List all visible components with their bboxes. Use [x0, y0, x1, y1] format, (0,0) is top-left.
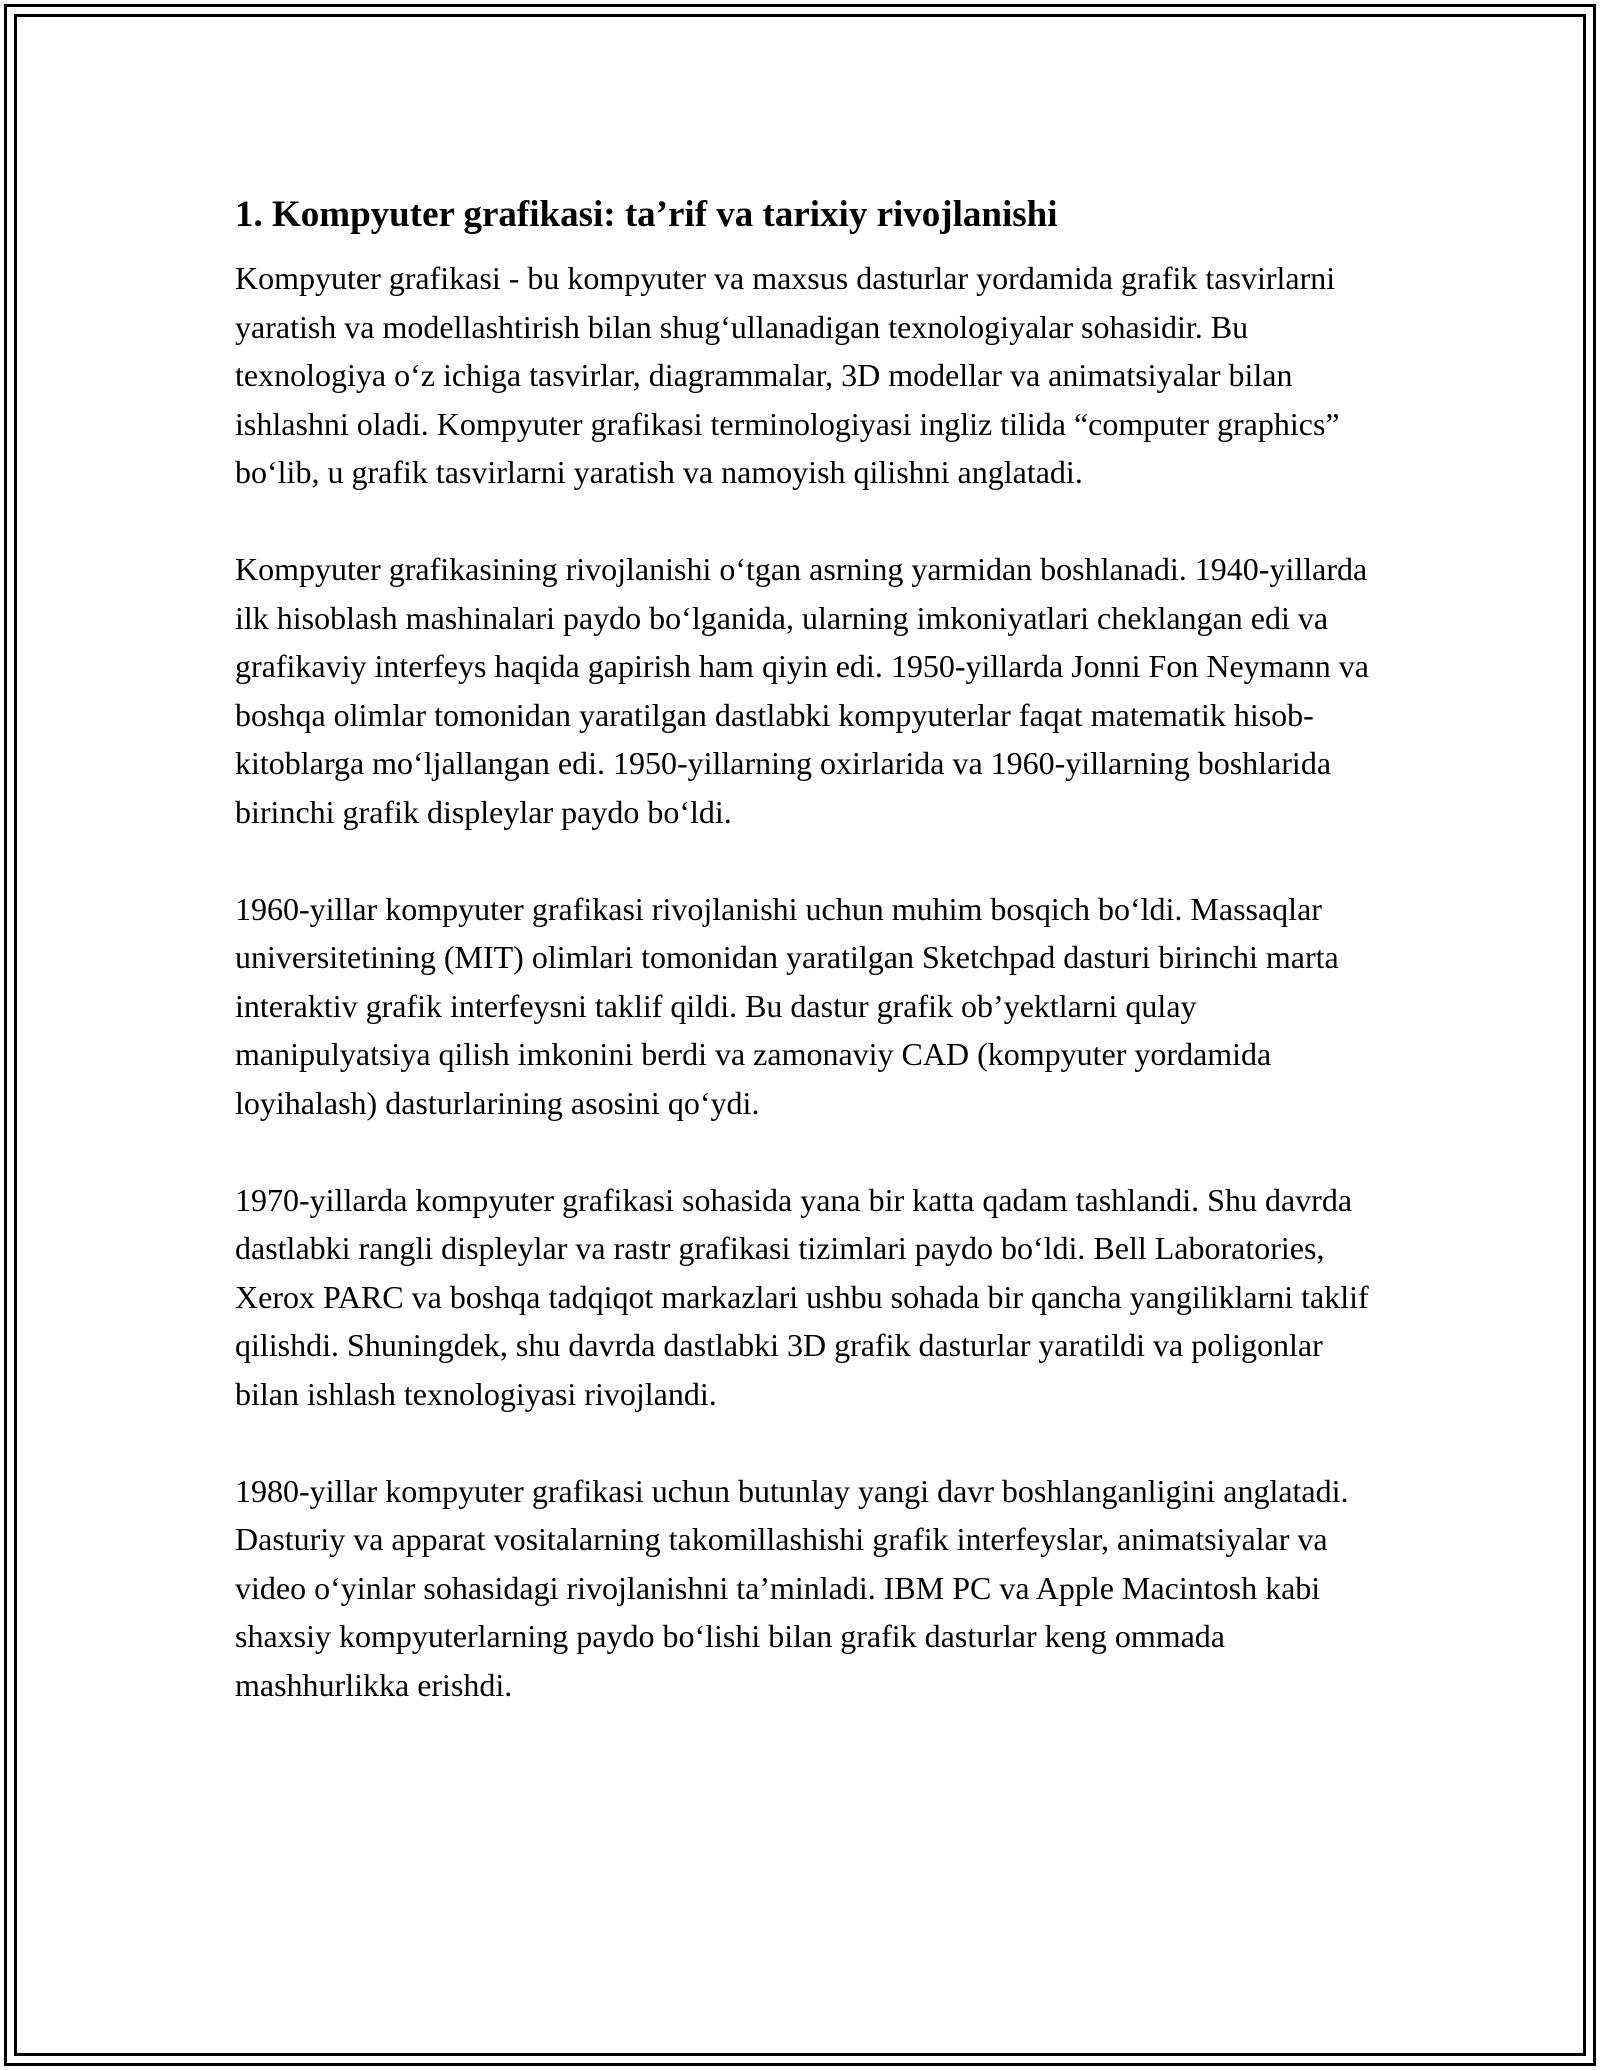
paragraph-1940s-1950s: Kompyuter grafikasining rivojlanishi o‘tgan asrning yarmidan boshlanadi. 1940-yillarda ilk hisoblash mashinalari paydo bo‘lganida, ularning imkoniyatlari cheklangan edi va grafikaviy interfeys haqida gapirish ham qiyin edi. 1950-yillarda Jonni Fon Neymann va boshqa olimlar tomonidan yaratilgan dastlabki kompyuterlar faqat matematik hisob-kitoblarga mo‘ljallangan edi. 1950-yillarning oxirlarida va 1960-yillarning boshlarida birinchi grafik displeylar paydo bo‘ldi. [235, 551, 1369, 830]
section-heading: 1. Kompyuter grafikasi: ta’rif va tarixiy rivojlanishi [235, 194, 1058, 235]
paragraph-1970s: 1970-yillarda kompyuter grafikasi sohasida yana bir katta qadam tashlandi. Shu davrda dastlabki rangli displeylar va rastr grafikasi tizimlari paydo bo‘ldi. Bell Laboratories, Xerox PARC va boshqa tadqiqot markazlari ushbu sohada bir qancha yangiliklarni taklif qilishdi. Shuningdek, shu davrda dastlabki 3D grafik dasturlar yaratildi va poligonlar bilan ishlash texnologiyasi rivojlandi. [235, 1181, 1369, 1412]
paragraph-1980s: 1980-yillar kompyuter grafikasi uchun butunlay yangi davr boshlanganligini anglatadi. Dasturiy va apparat vositalarning takomillashishi grafik interfeyslar, animatsiyalar va video o‘yinlar sohasidagi rivojlanishni ta’minladi. IBM PC va Apple Macintosh kabi shaxsiy kompyuterlarning paydo bo‘lishi bilan grafik dasturlar keng ommada mashhurlikka erishdi. [235, 1472, 1349, 1703]
paragraph-definition: Kompyuter grafikasi - bu kompyuter va maxsus dasturlar yordamida grafik tasvirlarni yaratish va modellashtirish bilan shug‘ullanadigan texnologiyalar sohasidir. Bu texnologiya o‘z ichiga tasvirlar, diagrammalar, 3D modellar va animatsiyalar bilan ishlashni oladi. Kompyuter grafikasi terminologiyasi ingliz tilida “computer graphics” bo‘lib, u grafik tasvirlarni yaratish va namoyish qilishni anglatadi. [235, 260, 1340, 490]
document-body [235, 186, 1375, 1709]
paragraph-1960s: 1960-yillar kompyuter grafikasi rivojlanishi uchun muhim bosqich bo‘ldi. Massaqlar universitetining (MIT) olimlari tomonidan yaratilgan Sketchpad dasturi birinchi marta interaktiv grafik interfeysni taklif qildi. Bu dastur grafik ob’yektlarni qulay manipulyatsiya qilish imkonini berdi va zamonaviy CAD (kompyuter yordamida loyihalash) dasturlarining asosini qo‘ydi. [235, 890, 1339, 1121]
